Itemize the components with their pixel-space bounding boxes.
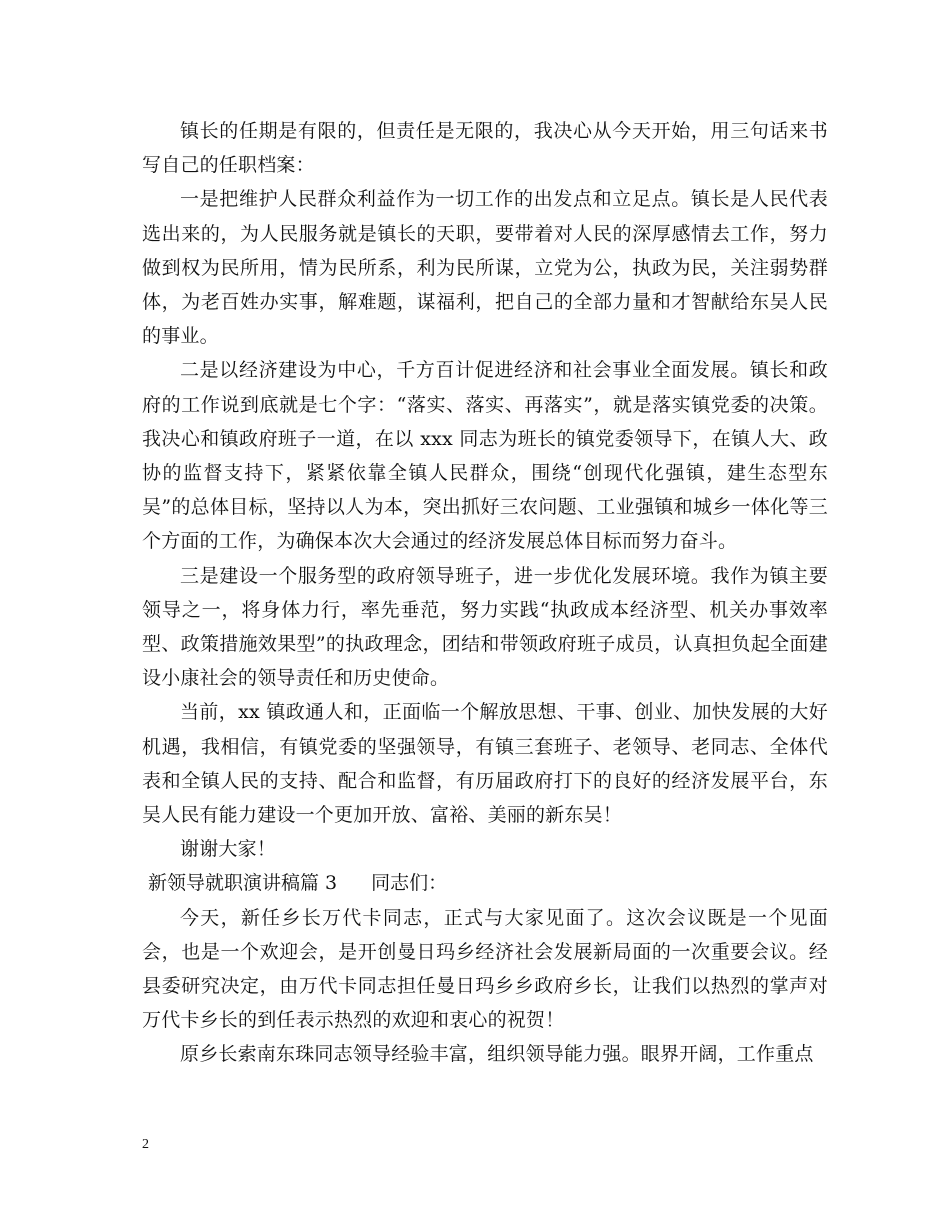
paragraph-thanks: 谢谢大家！ [180,838,277,861]
paragraph-people-interest: 一是把维护人民群众利益作为一切工作的出发点和立足点。镇长是人民代表选出来的，为人民服务就是镇长的天职，要带着对人民的深厚感情去工作，努力做到权为民所用，情为民所系，利为民所谋，立党为公，执政为民，关注弱势群体，为老百姓办实事，解难题，谋福利，把自己的全部力量和才智献给东吴人民的事业。 [142,188,828,348]
salutation: 同志们： [371,872,448,895]
section-title: 新领导就职演讲稿篇 3 [148,872,338,895]
paragraph-current-opportunity: 当前，xx 镇政通人和，正面临一个解放思想、干事、创业、加快发展的大好机遇，我相信，有镇党委的坚强领导，有镇三套班子、老领导、老同志、全体代表和全镇人民的支持、配合和监督，有历届政府打下的良好的经济发展平台，东吴人民有能力建设一个更加开放、富裕、美丽的新东吴！ [142,701,828,827]
page-number: 2 [142,1137,149,1152]
paragraph-economic-construction: 二是以经济建设为中心，千方百计促进经济和社会事业全面发展。镇长和政府的工作说到底就是七个字：“落实、落实、再落实”，就是落实镇党委的决策。我决心和镇政府班子一道，在以 xxx 同志为班长的镇党委领导下，在镇人大、政协的监督支持下，紧紧依靠全镇人民群众，围绕“创现代化强镇，建生态型东吴”的总体目标，坚持以人为本，突出抓好三农问题、工业强镇和城乡一体化等三个方面的工作，为确保本次大会通过的经济发展总体目标而努力奋斗。 [142,359,828,553]
paragraph-service-government: 三是建设一个服务型的政府领导班子，进一步优化发展环境。我作为镇主要领导之一，将身体力行，率先垂范，努力实践“执政成本经济型、机关办事效率型、政策措施效果型”的执政理念，团结和带领政府班子成员，认真担负起全面建设小康社会的领导责任和历史使命。 [142,564,828,690]
document-body [142,114,828,1072]
paragraph-former-township-head: 原乡长索南东珠同志领导经验丰富，组织领导能力强。眼界开阔，工作重点 [180,1043,814,1066]
section-heading-line [142,866,828,900]
paragraph-term-record: 镇长的任期是有限的，但责任是无限的，我决心从今天开始，用三句话来书写自己的任职档案： [142,120,828,177]
paragraph-new-township-head: 今天，新任乡长万代卡同志，正式与大家见面了。这次会议既是一个见面会，也是一个欢迎会，是开创曼日玛乡经济社会发展新局面的一次重要会议。经县委研究决定，由万代卡同志担任曼日玛乡乡政府乡长，让我们以热烈的掌声对万代卡乡长的到任表示热烈的欢迎和衷心的祝贺！ [142,906,828,1032]
